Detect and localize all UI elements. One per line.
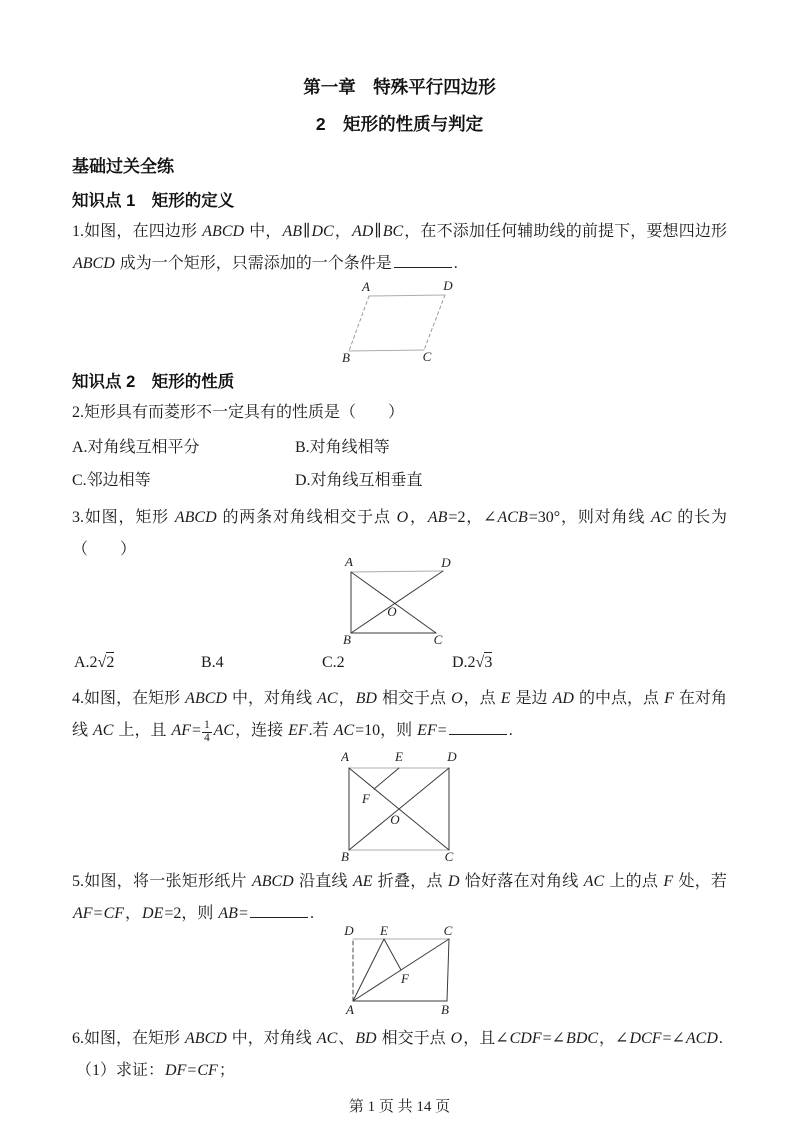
question-3-options: [72, 648, 727, 678]
question-6-part1: （1）求证：DF=CF；: [76, 1062, 235, 1079]
vertex-label-c: C: [433, 632, 442, 646]
vertex-label-c: C: [444, 849, 453, 861]
q2-option-a: A.对角线互相平分: [72, 439, 200, 456]
vertex-label-d: D: [440, 558, 451, 570]
edge-bc: [349, 350, 424, 351]
q3-option-a: A.2√2: [74, 654, 115, 671]
question-5-text: 5.如图，将一张矩形纸片 ABCD 沿直线 AE 折叠，点 D 恰好落在对角线 AC 上的点 F 处，若 AF=CF，DE=2，则 AB= .: [72, 873, 727, 922]
midpoint-label-e: E: [394, 751, 403, 764]
figure-q1-parallelogram: [72, 280, 727, 364]
vertex-label-c: C: [422, 349, 431, 364]
question-4-text: 4.如图，在矩形 ABCD 中，对角线 AC，BD 相交于点 O，点 E 是边 AD 的中点，点 F 在对角线 AC 上，且 AF= $\frac{1}{4}$ AC，连接 EF.若 AC=10，则 EF= .: [72, 690, 727, 744]
question-6-text: 6.如图，在矩形 ABCD 中，对角线 AC、BD 相交于点 O，且∠CDF=∠BDC，∠DCF=∠ACD.: [72, 1030, 723, 1047]
knowledge-point-1-heading: 知识点 1 矩形的定义: [72, 192, 235, 210]
point-label-f: F: [361, 791, 370, 806]
figure-q5-svg: [344, 926, 456, 1018]
figure-q1-svg: [340, 280, 460, 364]
vertex-label-b: B: [340, 849, 349, 861]
q2-option-d: D.对角线互相垂直: [295, 472, 423, 489]
figure-q4-svg: [341, 751, 459, 861]
chapter-title: 第一章 特殊平行四边形: [303, 77, 496, 97]
edge-dc-dashed: [424, 295, 445, 350]
figure-q3-svg: [339, 558, 461, 646]
figure-q4-rectangle-ef: [72, 751, 727, 861]
vertex-label-d: D: [446, 751, 457, 764]
lesson-title: 2 矩形的性质与判定: [315, 114, 484, 134]
section-heading: 基础过关全练: [72, 157, 174, 176]
segment-ef: [374, 768, 399, 789]
q3-option-c: C.2: [322, 654, 345, 671]
diagonal-bd: [351, 571, 443, 633]
vertex-label-d: D: [343, 926, 354, 938]
vertex-label-d: D: [442, 280, 453, 293]
q3-option-b: B.4: [201, 654, 224, 671]
q2-option-b: B.对角线相等: [295, 439, 390, 456]
center-label-o: O: [389, 812, 400, 827]
vertex-label-c: C: [443, 926, 452, 938]
edge-cb: [447, 939, 449, 1001]
question-3-text: 3.如图，矩形 ABCD 的两条对角线相交于点 O，AB=2，∠ACB=30°，则对角线 AC 的长为 （ ）: [72, 509, 727, 558]
vertex-label-a: A: [340, 751, 349, 764]
q2-option-c: C.邻边相等: [72, 472, 151, 489]
edge-ad: [369, 295, 445, 296]
point-label-f: F: [400, 971, 409, 986]
edge-ab-dashed: [349, 296, 369, 351]
center-label-o: O: [386, 604, 397, 619]
question-1-text: 1.如图，在四边形 ABCD 中，AB∥DC，AD∥BC，在不添加任何辅助线的前提下，要想四边形 ABCD 成为一个矩形，只需添加的一个条件是 .: [72, 223, 727, 272]
question-2-text: 2.矩形具有而菱形不一定具有的性质是（ ）: [72, 404, 405, 421]
vertex-label-a: A: [361, 280, 370, 294]
edge-ad: [351, 571, 443, 572]
knowledge-point-2-heading: 知识点 2 矩形的性质: [72, 373, 235, 391]
vertex-label-b: B: [440, 1002, 449, 1017]
vertex-label-a: A: [345, 1002, 354, 1017]
point-label-e: E: [379, 926, 388, 938]
segment-ef: [384, 939, 401, 970]
q3-option-d: D.2√3: [452, 654, 493, 671]
figure-q5-fold: [72, 926, 727, 1018]
question-2-options: [72, 431, 727, 497]
figure-q3-rectangle-diagonals: [72, 558, 727, 646]
vertex-label-b: B: [342, 632, 351, 646]
fold-line-ae: [353, 939, 384, 1001]
vertex-label-b: B: [341, 350, 350, 364]
vertex-label-a: A: [344, 558, 353, 569]
page-number-footer: 第 1 页 共 14 页: [348, 1099, 451, 1115]
